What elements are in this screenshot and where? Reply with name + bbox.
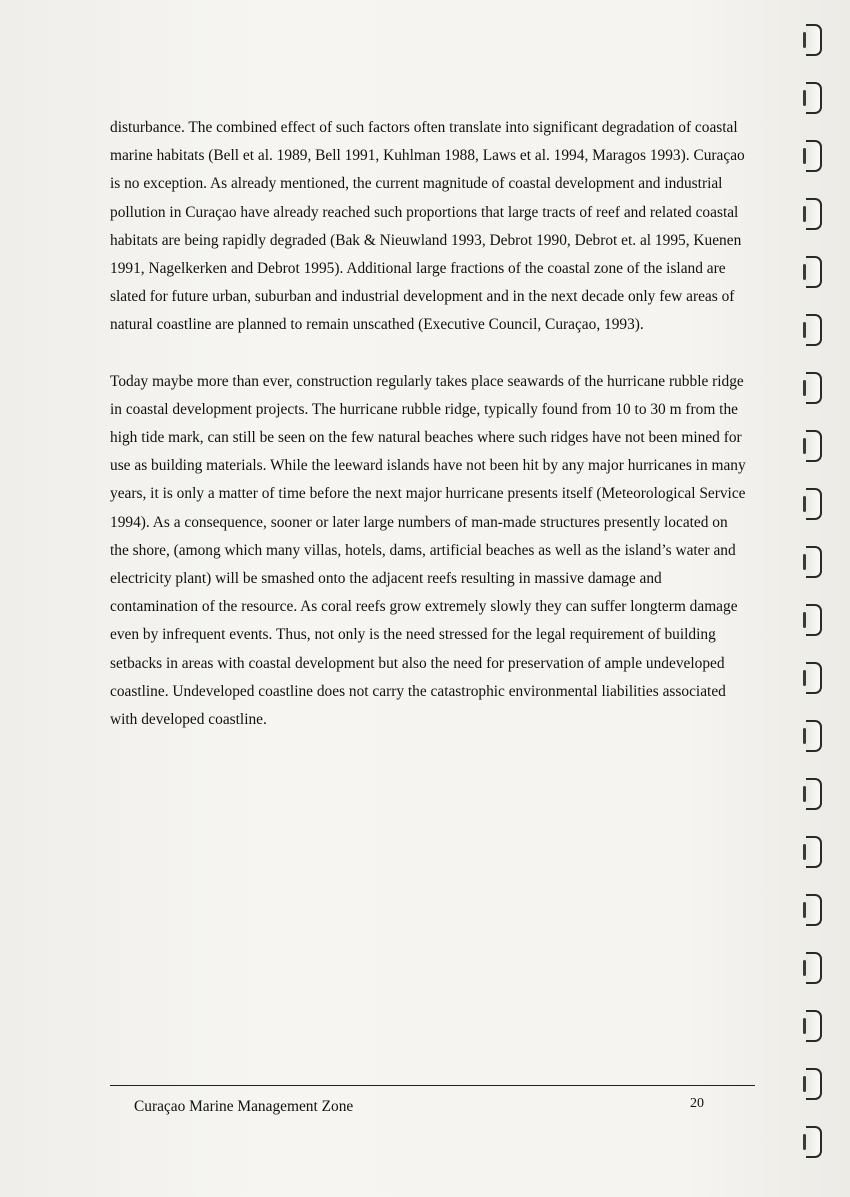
binding-ring-icon (806, 720, 822, 752)
binding-ring-icon (806, 372, 822, 404)
binding-ring-icon (806, 604, 822, 636)
binding-ring-icon (806, 198, 822, 230)
binding-ring-icon (806, 430, 822, 462)
binding-ring-icon (806, 82, 822, 114)
binding-ring-icon (806, 836, 822, 868)
binding-ring-icon (806, 1068, 822, 1100)
binding-ring-icon (806, 778, 822, 810)
binding-ring-icon (806, 24, 822, 56)
paragraph-2: Today maybe more than ever, construction regularly takes place seawards of the hurricane rubble ridge in coastal development projects. The hurricane rubble ridge, typically found from 10 to 30 m from the high tide mark, can still be seen on the few natural beaches where such ridges have not been mined for use as building materials. While the leeward islands have not been hit by any major hurricanes in many years, it is only a matter of time before the next major hurricane presents itself (Meteorological Service 1994). As a consequence, sooner or later large numbers of man-made structures presently located on the shore, (among which many villas, hotels, dams, artificial beaches as well as the island’s water and electricity plant) will be smashed onto the adjacent reefs resulting in massive damage and contamination of the resource. As coral reefs grow extremely slowly they can suffer longterm damage even by infrequent events. Thus, not only is the need stressed for the legal requirement of building setbacks in areas with coastal development but also the need for preservation of ample undeveloped coastline. Undeveloped coastline does not carry the catastrophic environmental liabilities associated with developed coastline. (110, 372, 746, 729)
binding-ring-icon (806, 952, 822, 984)
binding-ring-icon (806, 314, 822, 346)
binding-ring-icon (806, 662, 822, 694)
binding-ring-icon (806, 546, 822, 578)
binding-ring-icon (806, 1126, 822, 1158)
binding-ring-icon (806, 894, 822, 926)
spiral-binding (802, 20, 832, 1180)
page-number: 20 (690, 1096, 704, 1111)
paragraph-1: disturbance. The combined effect of such factors often translate into significant degradation of coastal marine habitats (Bell et al. 1989, Bell 1991, Kuhlman 1988, Laws et al. 1994, Maragos 1993). Curaçao is no exception. As already mentioned, the current magnitude of coastal development and industrial pollution in Curaçao have already reached such proportions that large tracts of reef and related coastal habitats are being rapidly degraded (Bak & Nieuwland 1993, Debrot 1990, Debrot et. al 1995, Kuenen 1991, Nagelkerken and Debrot 1995). Additional large fractions of the coastal zone of the island are slated for future urban, suburban and industrial development and in the next decade only few areas of natural coastline are planned to remain unscathed (Executive Council, Curaçao, 1993). (110, 119, 745, 334)
binding-ring-icon (806, 488, 822, 520)
binding-ring-icon (806, 1010, 822, 1042)
binding-ring-icon (806, 256, 822, 288)
footer-title: Curaçao Marine Management Zone (134, 1098, 354, 1115)
body-text (110, 114, 748, 734)
footer-divider (110, 1085, 755, 1086)
binding-ring-icon (806, 140, 822, 172)
